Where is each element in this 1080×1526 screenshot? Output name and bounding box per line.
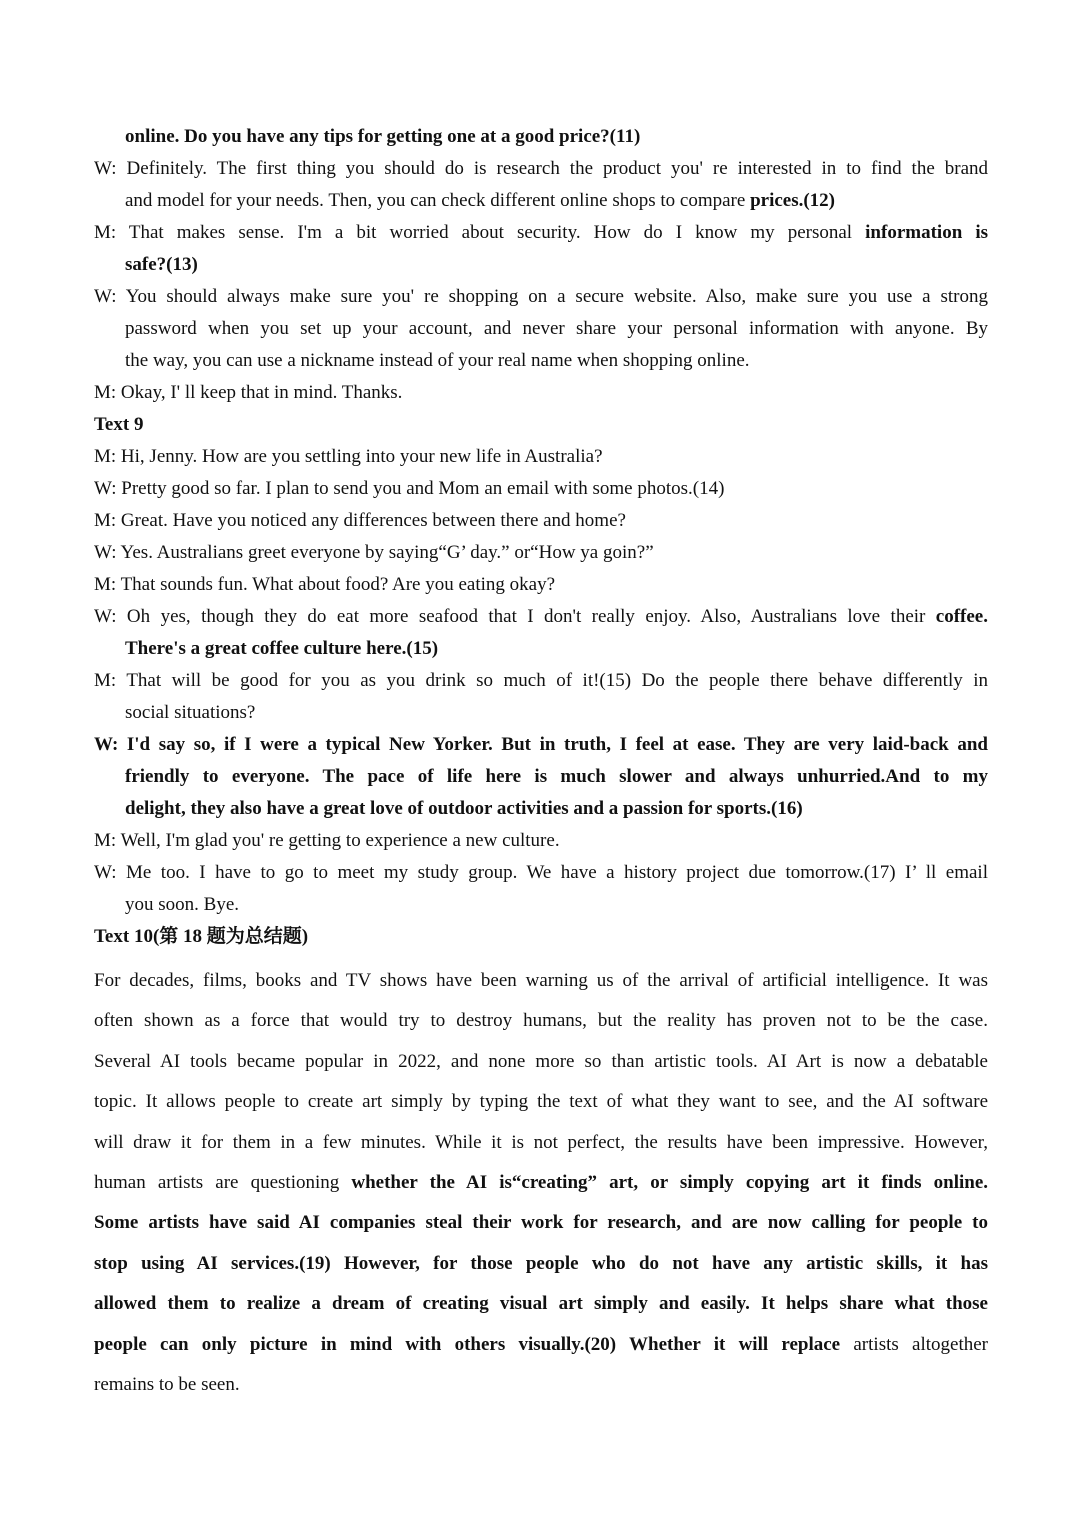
text-segment: Several AI tools became popular in 2022, and none more so than artistic tools. AI Art is now a debatable bbox=[94, 1050, 988, 1072]
text-segment: For decades, films, books and TV shows have been warning us of the arrival of artificial intelligence. It was bbox=[94, 970, 988, 991]
text-segment: and model for your needs. Then, you can check different online shops to compare bbox=[125, 190, 751, 211]
text-line bbox=[94, 961, 988, 1001]
text-line bbox=[94, 185, 988, 217]
text-segment: M: Well, I'm glad you' re getting to experience a new culture. bbox=[94, 830, 560, 851]
text-segment: you soon. Bye. bbox=[125, 894, 239, 915]
bold-text-segment: prices.(12) bbox=[750, 190, 836, 211]
text-line bbox=[94, 761, 988, 793]
text-segment: M: That sounds fun. What about food? Are you eating okay? bbox=[94, 574, 556, 595]
text-line bbox=[94, 729, 988, 761]
text-line bbox=[94, 505, 988, 537]
text-segment: topic. It allows people to create art simply by typing the text of what they want to see, and the AI software bbox=[94, 1091, 988, 1113]
text-segment: W: Yes. Australians greet everyone by saying“G’ day.” or“How ya goin?” bbox=[94, 542, 654, 563]
text-line bbox=[94, 473, 988, 505]
dialogue-section-text9 bbox=[94, 441, 988, 921]
text-segment: W: You should always make sure you' re shopping on a secure website. Also, make sure you use a strong bbox=[94, 286, 988, 307]
text-line bbox=[94, 1123, 988, 1163]
bold-text-segment: safe?(13) bbox=[125, 254, 198, 275]
text-line bbox=[94, 217, 988, 249]
text-line bbox=[94, 665, 988, 697]
text-line bbox=[94, 569, 988, 601]
text-segment: remains to be seen. bbox=[94, 1373, 240, 1395]
text-segment: M: Hi, Jenny. How are you settling into your new life in Australia? bbox=[94, 446, 603, 467]
text-segment: the way, you can use a nickname instead of your real name when shopping online. bbox=[125, 350, 750, 371]
text-line bbox=[94, 697, 988, 729]
text-line bbox=[94, 1244, 988, 1284]
text-segment: often shown as a force that would try to destroy humans, but the reality has proven not to be the case. bbox=[94, 1010, 988, 1032]
bold-text-segment: information is bbox=[865, 222, 988, 243]
text-segment: W: Pretty good so far. I plan to send you and Mom an email with some photos.(14) bbox=[94, 478, 725, 499]
text-line bbox=[94, 889, 988, 921]
text-line bbox=[94, 313, 988, 345]
document-page bbox=[94, 121, 988, 1405]
text-line bbox=[94, 441, 988, 473]
text-line bbox=[94, 1284, 988, 1324]
bold-text-segment: stop using AI services.(19) However, for those people who do not have any artistic skills, it has bbox=[94, 1252, 988, 1274]
text-line bbox=[94, 1365, 988, 1405]
section-heading-text9: Text 9 bbox=[94, 414, 144, 435]
text-line bbox=[94, 1042, 988, 1082]
text-segment: M: Okay, I' ll keep that in mind. Thanks. bbox=[94, 382, 403, 403]
dialogue-section-text8-end bbox=[94, 121, 988, 409]
text-line bbox=[94, 249, 988, 281]
text-segment: password when you set up your account, and never share your personal information with anyone. By bbox=[125, 318, 988, 339]
text-line bbox=[94, 345, 988, 377]
text-line bbox=[94, 825, 988, 857]
text-segment: W: Me too. I have to go to meet my study group. We have a history project due tomorrow.(17) I’ ll email bbox=[94, 862, 988, 883]
passage-text10 bbox=[94, 961, 988, 1405]
text-segment: W: Oh yes, though they do eat more seafood that I don't really enjoy. Also, Australians love their bbox=[94, 606, 936, 627]
text-line bbox=[94, 601, 988, 633]
text-segment: W: Definitely. The first thing you should do is research the product you' re interested in to find the brand bbox=[94, 158, 988, 179]
text-segment: M: That makes sense. I'm a bit worried about security. How do I know my personal bbox=[94, 222, 866, 243]
text-line bbox=[94, 633, 988, 665]
text-line bbox=[94, 153, 988, 185]
text-segment: artists altogether bbox=[840, 1333, 988, 1355]
text-line bbox=[94, 377, 988, 409]
text-segment: human artists are questioning bbox=[94, 1171, 352, 1193]
bold-text-segment: friendly to everyone. The pace of life here is much slower and always unhurried.And to my bbox=[125, 766, 988, 787]
text-line bbox=[94, 1082, 988, 1122]
bold-text-segment: Some artists have said AI companies steal their work for research, and are now calling for people to bbox=[94, 1212, 988, 1234]
text-line bbox=[94, 281, 988, 313]
text-segment: M: Great. Have you noticed any differences between there and home? bbox=[94, 510, 626, 531]
text-line bbox=[94, 1325, 988, 1365]
text-segment: social situations? bbox=[125, 702, 256, 723]
section-heading-text10: Text 10(第 18 题为总结题) bbox=[94, 926, 309, 947]
bold-text-segment: coffee. bbox=[935, 606, 988, 627]
text-line bbox=[94, 537, 988, 569]
bold-text-segment: delight, they also have a great love of outdoor activities and a passion for sports.(16) bbox=[125, 798, 803, 819]
text-line bbox=[94, 1001, 988, 1041]
text-line bbox=[94, 857, 988, 889]
text-segment: M: That will be good for you as you drink so much of it!(15) Do the people there behave differently in bbox=[94, 670, 988, 691]
bold-text-segment: whether the AI is“creating” art, or simply copying art it finds online. bbox=[351, 1171, 988, 1193]
text-line bbox=[94, 793, 988, 825]
text-line bbox=[94, 1163, 988, 1203]
bold-text-segment: allowed them to realize a dream of creating visual art simply and easily. It helps share what those bbox=[94, 1293, 988, 1315]
text-segment: will draw it for them in a few minutes. While it is not perfect, the results have been impressive. However, bbox=[94, 1131, 988, 1153]
bold-text-segment: W: I'd say so, if I were a typical New Yorker. But in truth, I feel at ease. They are very laid-back and bbox=[94, 734, 988, 755]
text-line bbox=[94, 121, 988, 153]
bold-text-segment: online. Do you have any tips for getting one at a good price?(11) bbox=[125, 126, 641, 147]
bold-text-segment: people can only picture in mind with others visually.(20) Whether it will replace bbox=[94, 1333, 841, 1355]
bold-text-segment: There's a great coffee culture here.(15) bbox=[125, 638, 439, 659]
text-line bbox=[94, 1203, 988, 1243]
